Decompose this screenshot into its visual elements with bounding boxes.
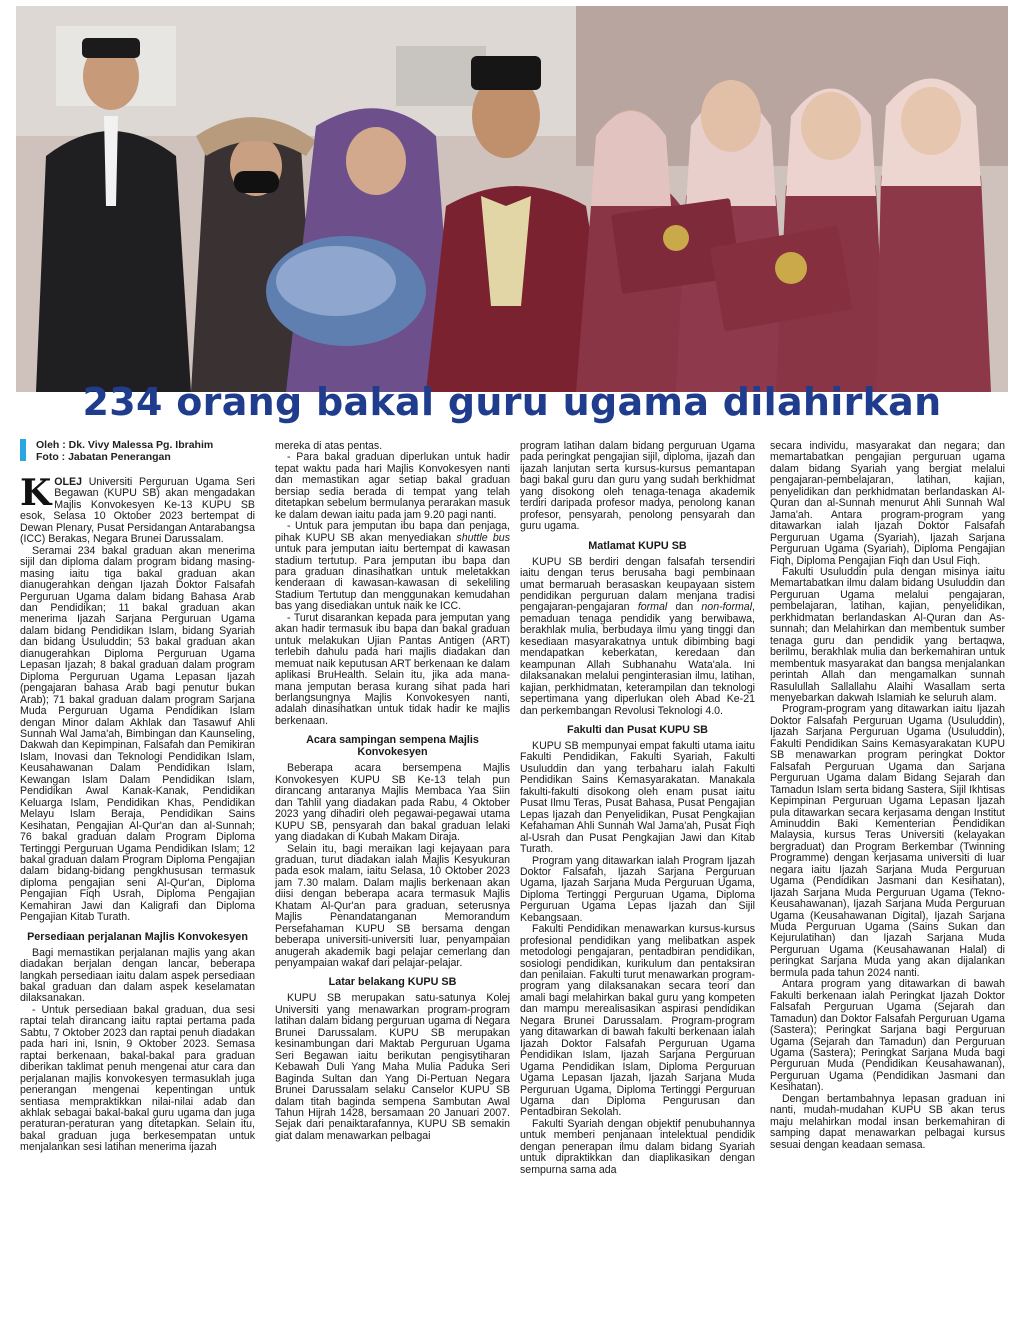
article-paragraph: KUPU SB mempunyai empat fakulti utama iaitu Fakulti Pendidikan, Fakulti Syariah, Fakulti Usuluddin dan yang terbaharu ialah Fakulti Pendidikan Sains Kemasyarakatan. Manakala fakulti-fakulti disokong oleh enam pusat iaitu Pusat Ilmu Teras, Pusat Bahasa, Pusat Pengajian Lepas Ijazah dan Penyelidikan, Pusat Pengkajian Kefahaman Ahli Sunnah Wal Jama'ah, Pusat Fiqh al-Usrah dan Pusat Pengkajian Jawi dan Kitab Turath. [520, 739, 755, 856]
article-paragraph: Selain itu, bagi meraikan lagi kejayaan para graduan, turut diadakan ialah Majlis Kesyukuran pada esok malam, iaitu Selasa, 10 Oktober 2023 jam 7.30 malam. Dalam majlis berkenaan akan diisi dengan beberapa acara termasuk Majlis Khatam Al-Qur'an para graduan, seterusnya Majlis Penandatanganan Memorandum Persefahaman KUPU SB bersama dengan beberapa universiti-universiti luar, penyampaian anugerah akademik bagi pelajar cemerlang dan penyampaian wakaf dari pelajar-pelajar. [275, 842, 510, 970]
subheading: Fakulti dan Pusat KUPU SB [567, 723, 708, 736]
byline-photo-credit: Foto : Jabatan Penerangan [36, 451, 171, 463]
article-paragraph: - Para bakal graduan diperlukan untuk hadir tepat waktu pada hari Majlis Konvokesyen nanti dan memastikan agar setiap bakal graduan bersiap sedia berada di tempat yang telah ditetapkan sebelum bermulanya perarakan masuk ke dalam dewan iaitu pada jam 9.20 pagi nanti. [275, 451, 510, 521]
article-paragraph: program latihan dalam bidang perguruan Ugama pada peringkat pengajian sijil, diploma, ijazah dan ijazah lanjutan serta kursus-kursus pemantapan bagi bakal guru dan guru yang sudah berkhidmat yang disokong oleh tenaga-tenaga akademik terdiri daripada profesor madya, penolong kanan profesor, pensyarah, penolong pensyarah dan guru ugama. [520, 440, 755, 533]
italic-term: shuttle bus [456, 531, 510, 544]
article-column-2 [275, 441, 510, 1142]
italic-term: formal [637, 601, 668, 614]
headline: 234 orang bakal guru ugama dilahirkan [82, 380, 942, 424]
byline-author: Oleh : Dk. Vivy Malessa Pg. Ibrahim [36, 439, 214, 451]
article-paragraph: Fakulti Pendidikan menawarkan kursus-kursus profesional pendidikan yang melibatkan aspek metodologi pengajaran, pentadbiran pendidikan, sosiologi pendidikan, kurikulum dan pentaksiran dan penilaian. Fakulti turut menawarkan program-program yang dilaksanakan secara teori dan amali bagi melahirkan bakal guru yang kompeten dan mampu merealisasikan aspirasi pendidikan Negara Brunei Darussalam. Program-program yang ditawarkan di bawah fakulti berkenaan ialah Ijazah Doktor Falsafah Perguruan Ugama Pendidikan Islam, Ijazah Sarjana Perguruan Ugama Pendidikan Islam, Diploma Perguruan Ugama Lepasan Ijazah, Ijazah Sarjana Muda Perguruan Ugama, Diploma Tertinggi Perguruan Ugama dan Diploma Pengurusan dan Pentadbiran Sekolah. [520, 923, 755, 1119]
article-paragraph: secara individu, masyarakat dan negara; dan memartabatkan pengajian perguruan ugama dalam bidang Syariah yang bergiat melalui pengajaran-pembelajaran, latihan, kajian, penyelidikan dan perkhidmatan berlandaskan Al-Quran dan al-Sunnah menurut Ahli Sunnah Wal Jama'ah. Antara program-program yang ditawarkan ialah Ijazah Doktor Falsafah Perguruan Ugama (Syariah), Ijazah Sarjana Perguruan Ugama (Syariah), Diploma Pengajian Fiqh, Diploma Pengajian Fiqh dan Usul Fiqh. [770, 440, 1005, 567]
article-paragraph: Fakulti Usuluddin pula dengan misinya iaitu Memartabatkan ilmu dalam bidang Usuluddin dan Perguruan Ugama melalui pengajaran, pembelajaran, latihan, kajian, penyelidikan, perkhidmatan berlandaskan Al-Quran dan As-sunnah; dan Melahirkan dan membentuk sumber tenaga guru dan pendidik yang bertaqwa, berilmu, berakhlak mulia dan berkemahiran untuk membentuk masyarakat dan bangsa menjalankan perintah Allah dan mengamalkan sunnah Rasulullah Sallallahu Alaihi Wasallam serta menyebarkan dakwah Islamiah ke seluruh alam. [770, 565, 1005, 704]
article-paragraph: KUPU SB merupakan satu-satunya Kolej Universiti yang menawarkan program-program latihan dalam bidang perguruan ugama di Negara Brunei Darussalam. KUPU SB merupakan kesinambungan dari Maktab Perguruan Ugama Seri Begawan iaitu berikutan pengisytiharan Kebawah Duli Yang Maha Mulia Paduka Seri Baginda Sultan dan Yang Di-Pertuan Negara Brunei Darussalam selaku Canselor KUPU SB dalam titah baginda sempena Sambutan Awal Tahun Hijrah 1428, bersamaan 20 Januari 2007. Sejak dari penaiktarafannya, KUPU SB semakin giat dalam menawarkan pelbagai [275, 992, 510, 1142]
article-column-4 [770, 441, 1005, 1151]
paragraph-text: dan [667, 601, 702, 614]
paragraph-text: , pemaduan tenaga pendidik yang berwibawa, berakhlak mulia, berbudaya ilmu yang tinggi dan kesediaan masyarakatnya untuk dibimbing bagi mendapatkan keberkatan, keredaan dan keampunan Allah Subhanahu Wata'ala. Ini dilaksanakan melalui penginterasian ilmu, latihan, kajian, perkhidmatan, keterampilan dan teknologi sepertimana yang diperlukan oleh Abad Ke-21 dan perkembangan Revolusi Teknologi 4.0. [520, 601, 755, 717]
drop-cap: K [20, 472, 52, 514]
paragraph-text: KUPU SB berdiri dengan falsafah tersendiri iaitu dengan terus berusaha bagi pembinaan umat bermaruah berasaskan keupayaan sistem pendidikan perguruan dalam menjana tradisi pengajaran-pengajaran [520, 555, 755, 614]
article-paragraph [20, 472, 255, 546]
article-paragraph: Program yang ditawarkan ialah Program Ijazah Doktor Falsafah, Ijazah Sarjana Perguruan Ugama, Ijazah Sarjana Muda Perguruan Ugama, Diploma Tertinggi Perguruan Ugama, Diploma Perguruan Ugama Lepas Ijazah dan Sijil Kebangsaan. [520, 854, 755, 924]
subheading: Latar belakang KUPU SB [328, 976, 457, 989]
article-paragraph: Bagi memastikan perjalanan majlis yang akan diadakan berjalan dengan lancar, beberapa langkah persediaan iaitu dalam aspek persediaan bakal graduan dan dalam aspek keselamatan dilaksanakan. [20, 946, 255, 1005]
paragraph-text: Universiti Perguruan Ugama Seri Begawan (KUPU SB) akan mengadakan Majlis Konvokesyen Ke-13 KUPU SB esok, Selasa 10 Oktober 2023 bertempat di Dewan Plenary, Pusat Persidangan Antarabangsa (ICC) Berakas, Negara Brunei Darussalam. [20, 476, 255, 546]
article-paragraph: Beberapa acara bersempena Majlis Konvokesyen KUPU SB Ke-13 telah pun dirancang antaranya Majlis Membaca Yaa Siin dan Tahlil yang diadakan pada Rabu, 4 Oktober 2023 yang dihadiri oleh pegawai-pegawai utama KUPU SB, pensyarah dan bakal graduan lelaki yang diadakan di Kubah Makam Diraja. [275, 762, 510, 844]
byline [20, 439, 260, 463]
paragraph-text: untuk para jemputan iaitu bertempat di kawasan stadium tertutup. Para jemputan ibu bapa dan para graduan dinasihatkan untuk meletakkan kenderaan di kawasan-kawasan di sekeliling Stadium Tertutup dan menggunakan kemudahan bas yang disediakan untuk naik ke ICC. [275, 543, 510, 613]
photo-illustration [16, 6, 1008, 392]
subheading: Persediaan perjalanan Majlis Konvokesyen [27, 930, 248, 943]
article-paragraph: - Untuk persediaan bakal graduan, dua sesi raptai telah dirancang iaitu raptai pertama pada Sabtu, 7 Oktober 2023 dan raptai penuh diadakan pada hari ini, Isnin, 9 Oktober 2023. Semasa raptai berkenaan, bakal-bakal para graduan diberikan taklimat penuh mengenai atur cara dan perjalanan majlis konvokesyen termasuklah juga penerangan mengenai kepentingan untuk sentiasa mempraktikkan nilai-nilai adab dan akhlak sebagai bakal-bakal guru ugama dan juga peraturan-peraturan yang ditetapkan. Selain itu, bakal graduan juga berkesempatan untuk menjalankan sesi latihan menerima ijazah [20, 1003, 256, 1154]
subheading: Matlamat KUPU SB [588, 539, 687, 552]
article-paragraph: - Turut disarankan kepada para jemputan yang akan hadir termasuk ibu bapa dan bakal graduan untuk melakukan Ujian Pantas Antigen (ART) terlebih dahulu pada hari majlis diadakan dan memuat naik keputusan ART berkenaan ke dalam aplikasi BruHealth. Selain itu, jika ada mana-mana jemputan berasa kurang sihat pada hari berlangsungnya Majlis Konvokesyen nanti, adalah dinasihatkan untuk tidak hadir ke majlis berkenaan. [275, 611, 510, 727]
byline-accent-bar [20, 439, 26, 461]
italic-term: non-formal [701, 601, 753, 614]
convocation-photo [16, 6, 1008, 392]
article-column-3 [520, 441, 755, 1176]
article-paragraph: mereka di atas pentas. [275, 440, 383, 452]
article-paragraph [520, 557, 755, 717]
article-paragraph [275, 521, 510, 613]
article-paragraph: Fakulti Syariah dengan objektif penubuhannya untuk memberi penjanaan intelektual pendidik dengan penerapan ilmu dalam bidang Syariah untuk dipraktikkan dan diaplikasikan dengan sempurna sama ada [520, 1117, 755, 1176]
paragraph-text: - Untuk para jemputan ibu bapa dan penjaga, pihak KUPU SB akan menyediakan [275, 520, 510, 544]
article-paragraph: Dengan bertambahnya lepasan graduan ini nanti, mudah-mudahan KUPU SB akan terus maju melahirkan modal insan berkemahiran di samping dapat menawarkan pelbagai kursus sesuai dengan keadaan semasa. [770, 1092, 1005, 1151]
article-column-1 [20, 472, 256, 1154]
article-paragraph: Program-program yang ditawarkan iaitu Ijazah Doktor Falsafah Perguruan Ugama (Usuluddin), Ijazah Sarjana Perguruan Ugama (Usuluddin), Fakulti Pendidikan Sains Kemasyarakatan KUPU SB menawarkan program peringkat Doktor Falsafah Perguruan Ugama dan Sarjana Perguruan Ugama dalam Bidang Sejarah dan Tamadun Islam serta bidang Sastera, Sijil Ikhtisas Kepimpinan Perguruan Ugama Lepasan Ijazah pula ditawarkan secara kerjasama dengan Institut Aminuddin Baki Kementerian Pendidikan Malaysia, kursus Teras Universiti (kelayakan bergraduat) dan Program Berkembar (Twinning Programme) dengan kerjasama universiti di luar negara iaitu Ijazah Sarjana Muda Perguruan Ugama (Pendidikan Jasmani dan Kesihatan), Ijazah Sarjana Muda Perguruan Ugama (Tekno-Keusahawanan), Ijazah Sarjana Muda Perguruan Ugama (Keusahawanan Digital), Ijazah Sarjana Muda Perguruan Ugama (Sains Sukan dan Kejurulatihan) dan Ijazah Sarjana Muda Perguruan Ugama (Keusahawanan Halal) di peringkat Sarjana Muda yang akan dijalankan bermula pada tahun 2024 nanti. [770, 703, 1005, 979]
lead-word: OLEJ [54, 476, 82, 488]
article-paragraph: Antara program yang ditawarkan di bawah Fakulti berkenaan ialah Peringkat Ijazah Doktor Falsafah Perguruan Ugama (Sejarah dan Tamadun) dan Doktor Falsafah Perguruan Ugama (Sastera); Peringkat Sarjana bagi Perguruan Ugama (Sejarah dan Tamadun) dan Perguruan Ugama (Sastera); Peringkat Sarjana Muda bagi Perguruan Muda (Pendidikan Keusahawanan), Perguruan Ugama (Pendidikan Jasmani dan Kesihatan). [770, 978, 1005, 1094]
article-paragraph: Seramai 234 bakal graduan akan menerima sijil dan diploma dalam program bidang masing-masing iaitu tiga bakal graduan akan dianugerahkan dengan Ijazah Doktor Falsafah Perguruan Ugama dalam bidang Bahasa Arab dan Pendidikan; 11 bakal graduan akan menerima Ijazah Sarjana Perguruan Ugama dalam bidang Pendidikan Islam, bidang Syariah dan bidang Usuluddin; 53 bakal graduan akan dianugerahkan Diploma Perguruan Ugama Lepasan Ijazah; 8 bakal graduan dalam program Diploma Perguruan Ugama Lepasan Ijazah (pengajaran bahasa Arab bagi penutur bukan Arab); 71 bakal graduan dalam program Sarjana Muda Perguruan Ugama Pendidikan Islam dengan Minor dalam Akhlak dan Tasawuf Ahli Sunnah Wal Jama'ah, Bimbingan dan Kaunseling, Dakwah dan Kepimpinan, Falsafah dan Pemikiran Islam, Inovasi dan Teknologi Pendidikan Islam, Keusahawanan Dalam Pendidikan Islam, Kewangan Islam Dalam Pendidikan Islam, Pendidikan Awal Kanak-Kanak, Pendidikan Keluarga Islam, Pendidikan Khas, Pendidikan Melayu Islam Beraja, Pendidikan Sains Kesihatan, Pengajian Al-Qur'an dan al-Sunnah; 76 bakal graduan dalam Program Diploma Tertinggi Perguruan Ugama Pendidikan Islam; 12 bakal graduan dalam Program Diploma Pengajian dalam bidang-bidang pengkhususan termasuk diploma pengajian seni Al-Qur'an, Diploma Pengajian Fiqh Usrah, Diploma Pengajian Kemahiran Jawi dan Kaligrafi dan Diploma Pengajian Kitab Turath. [20, 544, 255, 924]
subheading: Acara sampingan sempena Majlis Konvokesyen [306, 734, 479, 759]
